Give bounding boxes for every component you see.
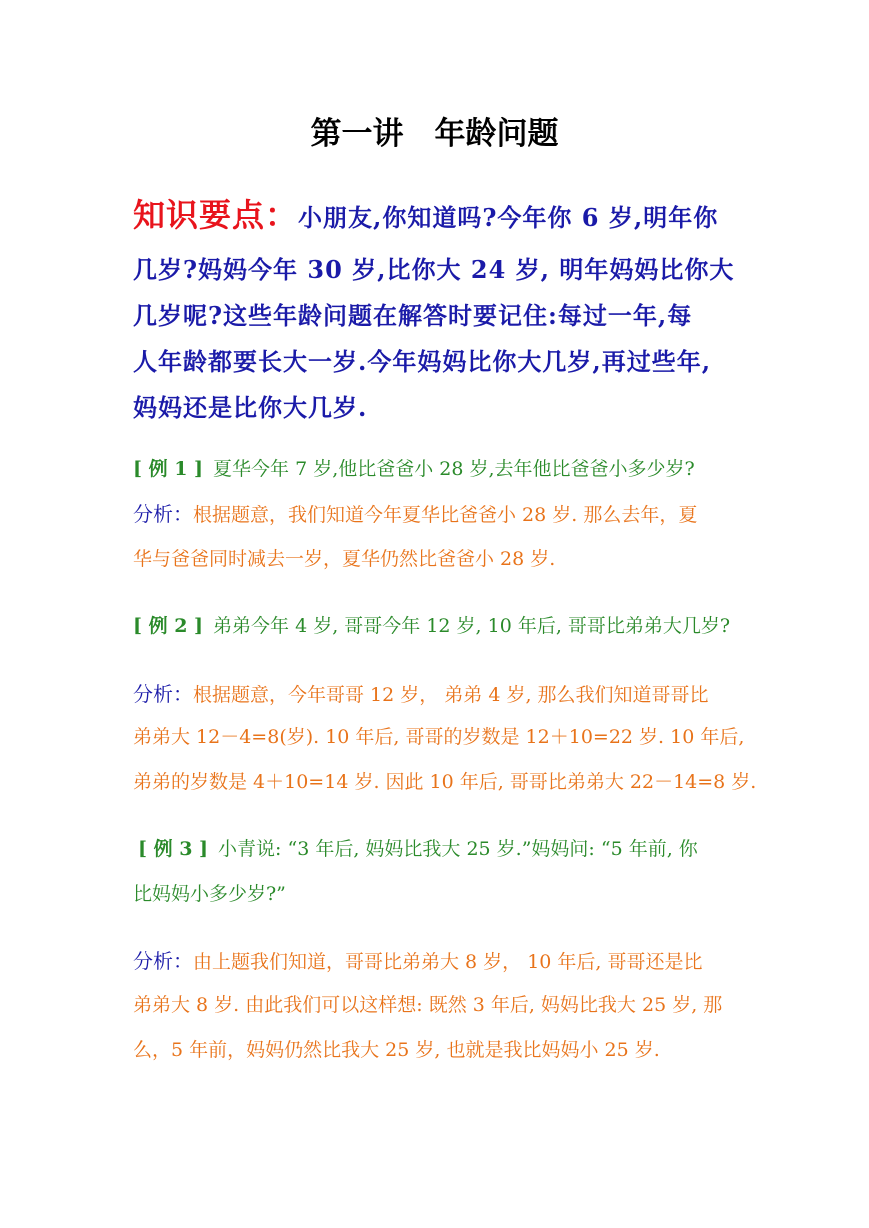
example-1-question: [133, 454, 695, 481]
example-1-analysis-line-1: [133, 498, 697, 527]
example-3-analysis-line-1: [133, 945, 703, 974]
example-1-text: 夏华今年 7 岁,他比爸爸小 28 岁,去年他比爸爸小多少岁?: [213, 458, 695, 480]
example-3-analysis-line-3: 么，5 年前，妈妈仍然比我大 25 岁, 也就是我比妈妈小 25 岁.: [133, 1039, 660, 1061]
example-2-analysis-line-2: 弟弟大 12－4=8(岁). 10 年后, 哥哥的岁数是 12＋10=22 岁. 10 年后,: [133, 726, 745, 748]
analysis-3-text-1: 由上题我们知道，哥哥比弟弟大 8 岁， 10 年后, 哥哥还是比: [193, 951, 703, 973]
analysis-2-text-1: 根据题意，今年哥哥 12 岁， 弟弟 4 岁, 那么我们知道哥哥比: [193, 684, 709, 706]
analysis-2-label: 分析：: [133, 682, 193, 706]
example-2-analysis-line-3: 弟弟的岁数是 4＋10=14 岁. 因此 10 年后, 哥哥比弟弟大 22－14=8 岁.: [133, 771, 757, 793]
example-1-label: [ 例 1 ]: [133, 458, 204, 480]
analysis-1-label: 分析：: [133, 502, 193, 526]
example-2-question: [133, 611, 730, 638]
knowledge-line-2: 几岁?妈妈今年 30 岁,比你大 24 岁, 明年妈妈比你大: [133, 255, 735, 284]
example-3-text-1: 小青说: “3 年后, 妈妈比我大 25 岁.”妈妈问: “5 年前, 你: [218, 838, 698, 860]
knowledge-text-1: 小朋友,你知道吗?今年你 6 岁,明年你: [298, 203, 719, 232]
analysis-1-text-1: 根据题意，我们知道今年夏华比爸爸小 28 岁. 那么去年，夏: [193, 504, 698, 526]
example-2-text: 弟弟今年 4 岁, 哥哥今年 12 岁, 10 年后, 哥哥比弟弟大几岁?: [213, 615, 731, 637]
example-2-label: [ 例 2 ]: [133, 615, 204, 637]
knowledge-line-4: 人年龄都要长大一岁.今年妈妈比你大几岁,再过些年,: [133, 347, 712, 376]
example-3-question-line-2: 比妈妈小多少岁?”: [133, 883, 286, 905]
knowledge-line-5: 妈妈还是比你大几岁.: [133, 393, 368, 422]
example-3-label: [ 例 3 ]: [138, 838, 209, 860]
knowledge-line-3: 几岁呢?这些年龄问题在解答时要记住:每过一年,每: [133, 301, 693, 330]
analysis-3-label: 分析：: [133, 949, 193, 973]
example-3-question-line-1: [138, 834, 698, 861]
knowledge-line-1: [133, 190, 718, 236]
example-3-analysis-line-2: 弟弟大 8 岁. 由此我们可以这样想: 既然 3 年后, 妈妈比我大 25 岁, 那: [133, 994, 723, 1016]
page-title: 第一讲 年龄问题: [310, 116, 559, 152]
example-1-analysis-line-2: 华与爸爸同时减去一岁，夏华仍然比爸爸小 28 岁.: [133, 548, 556, 570]
example-2-analysis-line-1: [133, 678, 709, 707]
knowledge-label: 知识要点：: [133, 196, 299, 234]
